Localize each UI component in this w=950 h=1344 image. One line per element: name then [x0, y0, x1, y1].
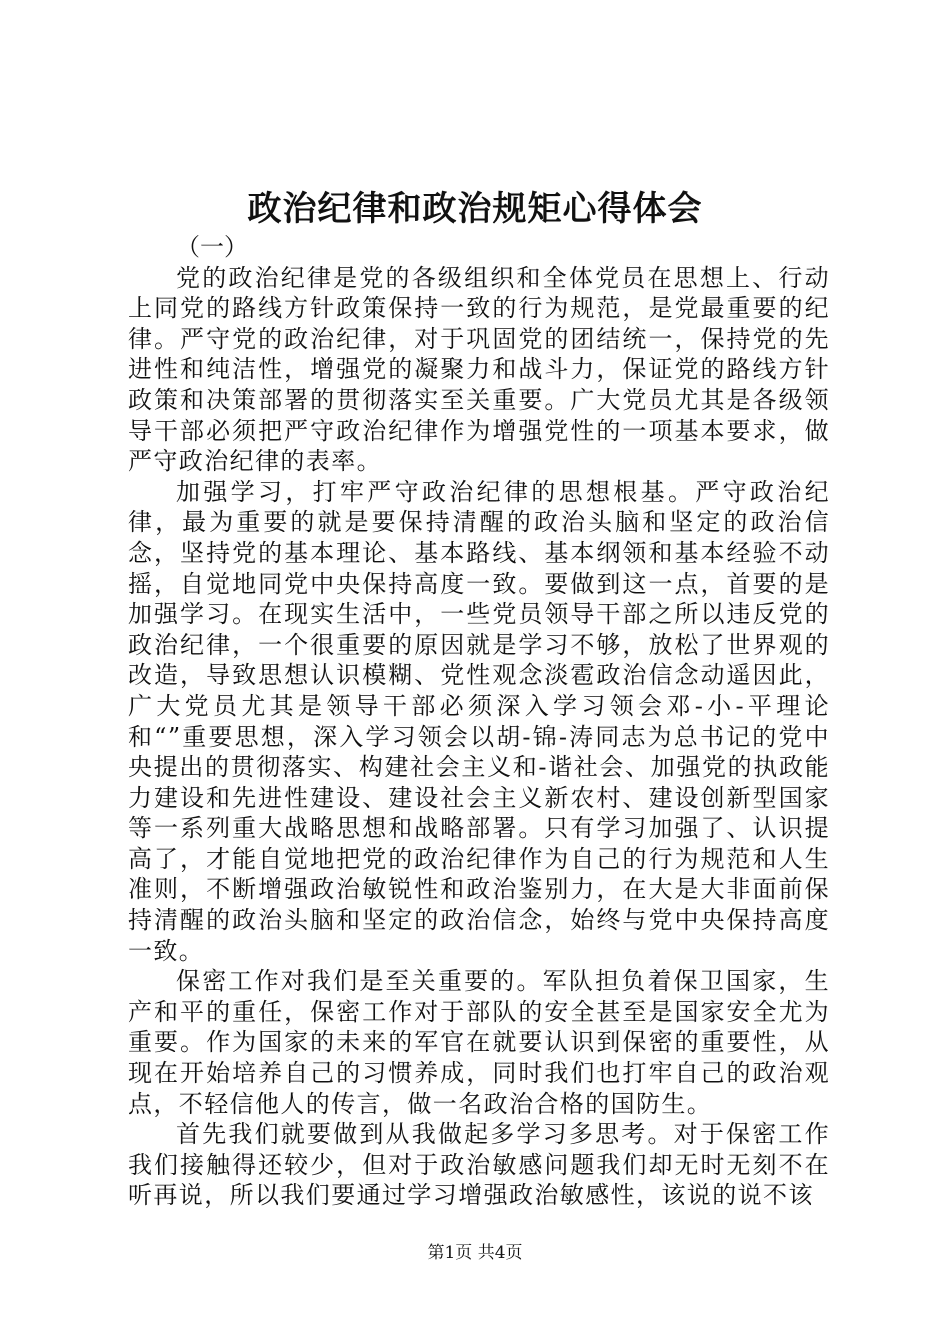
document-title: 政治纪律和政治规矩心得体会 [247, 189, 703, 229]
page-footer: 第1页 共4页 [427, 1243, 523, 1263]
section-label: （一） [176, 233, 248, 261]
paragraph-1: 党的政治纪律是党的各级组织和全体党员在思想上、行动上同党的路线方针政策保持一致的行为规范，是党最重要的纪律。严守党的政治纪律，对于巩固党的团结统一，保持党的先进性和纯洁性，增强党的凝聚力和战斗力，保证党的路线方针政策和决策部署的贯彻落实至关重要。广大党员尤其是各级领导干部必须把严守政治纪律作为增强党性的一项基本要求，做严守政治纪律的表率。 [128, 263, 830, 476]
paragraph-3: 保密工作对我们是至关重要的。军队担负着保卫国家，生产和平的重任，保密工作对于部队的安全甚至是国家安全尤为重要。作为国家的未来的军官在就要认识到保密的重要性，从现在开始培养自己的习惯养成，同时我们也打牢自己的政治观点，不轻信他人的传言，做一名政治合格的国防生。 [128, 967, 830, 1118]
document-body [128, 232, 830, 1211]
paragraph-2: 加强学习，打牢严守政治纪律的思想根基。严守政治纪律，最为重要的就是要保持清醒的政治头脑和坚定的政治信念，坚持党的基本理论、基本路线、基本纲领和基本经验不动摇，自觉地同党中央保持高度一致。要做到这一点，首要的是加强学习。在现实生活中，一些党员领导干部之所以违反党的政治纪律，一个很重要的原因就是学习不够，放松了世界观的改造，导致思想认识模糊、党性观念淡雹政治信念动遥因此，广大党员尤其是领导干部必须深入学习领会邓-小-平理论和“”重要思想，深入学习领会以胡-锦-涛同志为总书记的党中央提出的贯彻落实、构建社会主义和-谐社会、加强党的执政能力建设和先进性建设、建设社会主义新农村、建设创新型国家等一系列重大战略思想和战略部署。只有学习加强了、认识提高了，才能自觉地把党的政治纪律作为自己的行为规范和人生准则，不断增强政治敏锐性和政治鉴别力，在大是大非面前保持清醒的政治头脑和坚定的政治信念，始终与党中央保持高度一致。 [128, 477, 830, 965]
paragraph-4: 首先我们就要做到从我做起多学习多思考。对于保密工作我们接触得还较少，但对于政治敏感问题我们却无时无刻不在听再说，所以我们要通过学习增强政治敏感性，该说的说不该 [128, 1120, 830, 1210]
